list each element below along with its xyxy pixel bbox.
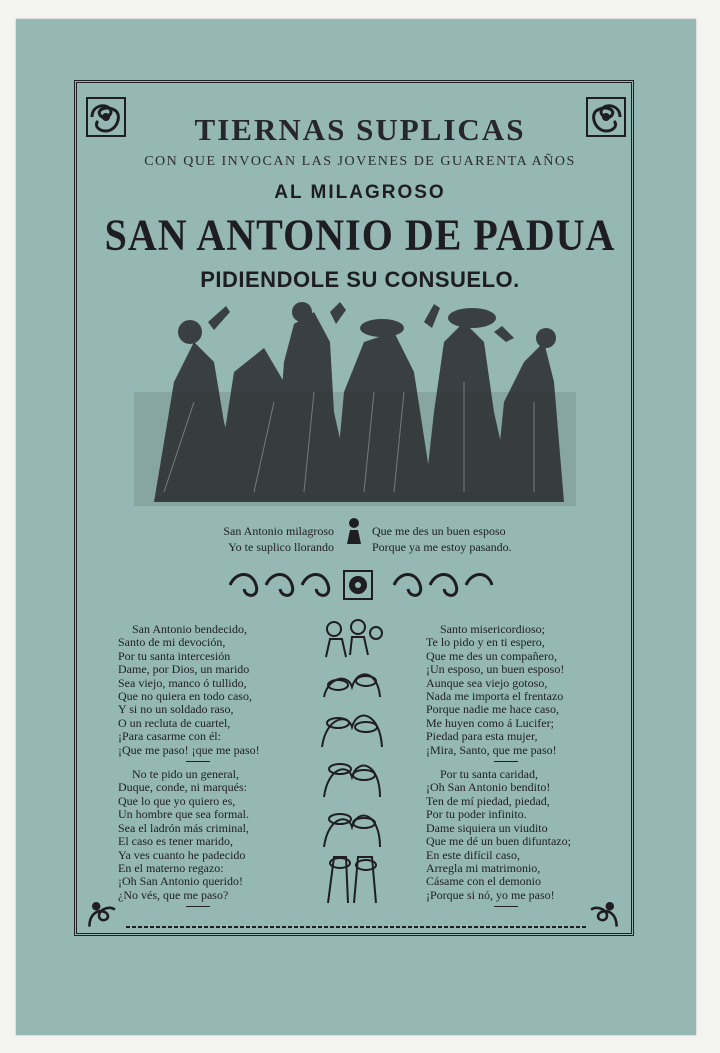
verse-line: Santo de mi devoción, xyxy=(118,635,226,650)
verse-line: Nada me importa el frentazo xyxy=(426,689,564,704)
verse-line: ¡Para casarme con él: xyxy=(118,729,221,744)
verse-line: Piedad para esta mujer, xyxy=(426,729,538,744)
verse-line: Por tu poder infinito. xyxy=(426,807,527,822)
verse-line: ¡Oh San Antonio bendito! xyxy=(426,780,551,795)
verse-line: Que me dé un buen difuntazo; xyxy=(426,834,571,849)
verse-line: Cásame con el demonio xyxy=(426,874,541,889)
verse-line: ¡Oh San Antonio querido! xyxy=(118,874,243,889)
fleuron-divider-icon xyxy=(226,567,496,603)
verse-line: Que lo que yo quiero es, xyxy=(118,793,236,808)
verse-line: ¡Mira, Santo, que me paso! xyxy=(426,742,557,757)
verse-line: Sea el ladrón más criminal, xyxy=(118,820,249,835)
verse-line: Arregla mi matrimonio, xyxy=(426,860,541,875)
stanza-divider xyxy=(186,761,210,762)
verse-line: No te pido un general, xyxy=(132,767,239,782)
poem-right-column xyxy=(426,623,606,913)
verse-line: En el materno regazo: xyxy=(118,860,224,875)
subtitle-consuelo: PIDIENDOLE SU CONSUELO. xyxy=(200,267,520,292)
verse-line: El caso es tener marido, xyxy=(118,834,233,849)
verse-line: ¿No vés, que me paso? xyxy=(118,887,229,902)
saint-name-heading: SAN ANTONIO DE PADUA xyxy=(104,209,616,260)
verse-line: Porque nadie me hace caso, xyxy=(426,702,559,717)
subtitle: CON QUE INVOCAN LAS JOVENES DE GUARENTA AÑOS xyxy=(144,154,576,169)
kneeling-women-engraving xyxy=(134,302,576,506)
bottom-ornamental-rule xyxy=(126,924,586,930)
verse-line: Duque, conde, ni marqués: xyxy=(118,780,247,795)
verse-line: Y si no un soldado raso, xyxy=(118,702,234,717)
couplet-line: Porque ya me estoy pasando. xyxy=(372,540,512,554)
verse-line: O un recluta de cuartel, xyxy=(118,715,231,730)
verse-line: Que me des un compañero, xyxy=(426,648,557,663)
ornamental-corner-icon xyxy=(86,896,120,930)
poem-left-column xyxy=(118,623,318,913)
couplet-right xyxy=(372,523,592,555)
verse-line: ¡Que me paso! ¡que me paso! xyxy=(118,742,260,757)
verse-line: San Antonio bendecido, xyxy=(132,622,247,636)
verse-line: Que no quiera en todo caso, xyxy=(118,689,252,704)
stanza-divider xyxy=(494,761,518,762)
verse-line: ¡Porque si nó, yo me paso! xyxy=(426,887,555,902)
verse-line: Me huyen como á Lucifer; xyxy=(426,715,554,730)
crowd-of-men-engraving xyxy=(318,617,388,909)
couplet-line: San Antonio milagroso xyxy=(223,524,334,538)
subtitle-al-milagroso: AL MILAGROSO xyxy=(274,182,446,203)
verse-line: En este difícil caso, xyxy=(426,847,520,862)
stanza-divider xyxy=(186,906,210,907)
verse-line: Te lo pido y en ti espero, xyxy=(426,635,545,650)
verse-line: Dame siquiera un viudito xyxy=(426,820,548,835)
verse-line: Por tu santa caridad, xyxy=(440,767,538,782)
verse-line: Santo misericordioso; xyxy=(440,622,545,636)
verse-line: Sea viejo, manco ó tullido, xyxy=(118,675,247,690)
couplet-line: Yo te suplico llorando xyxy=(228,540,334,554)
verse-line: Por tu santa intercesión xyxy=(118,648,231,663)
verse-line: Dame, por Dios, un marido xyxy=(118,662,250,677)
verse-line: Ten de mí piedad, piedad, xyxy=(426,793,550,808)
main-title: TIERNAS SUPLICAS xyxy=(194,112,526,147)
couplet-left xyxy=(134,523,334,555)
verse-line: Ya ves cuanto he padecido xyxy=(118,847,246,862)
verse-line: ¡Un esposo, un buen esposo! xyxy=(426,662,565,677)
verse-line: Aunque sea viejo gotoso, xyxy=(426,675,548,690)
small-figure-icon xyxy=(344,516,364,546)
verse-line: Un hombre que sea formal. xyxy=(118,807,249,822)
couplet-line: Que me des un buen esposo xyxy=(372,524,506,538)
stanza-divider xyxy=(494,906,518,907)
